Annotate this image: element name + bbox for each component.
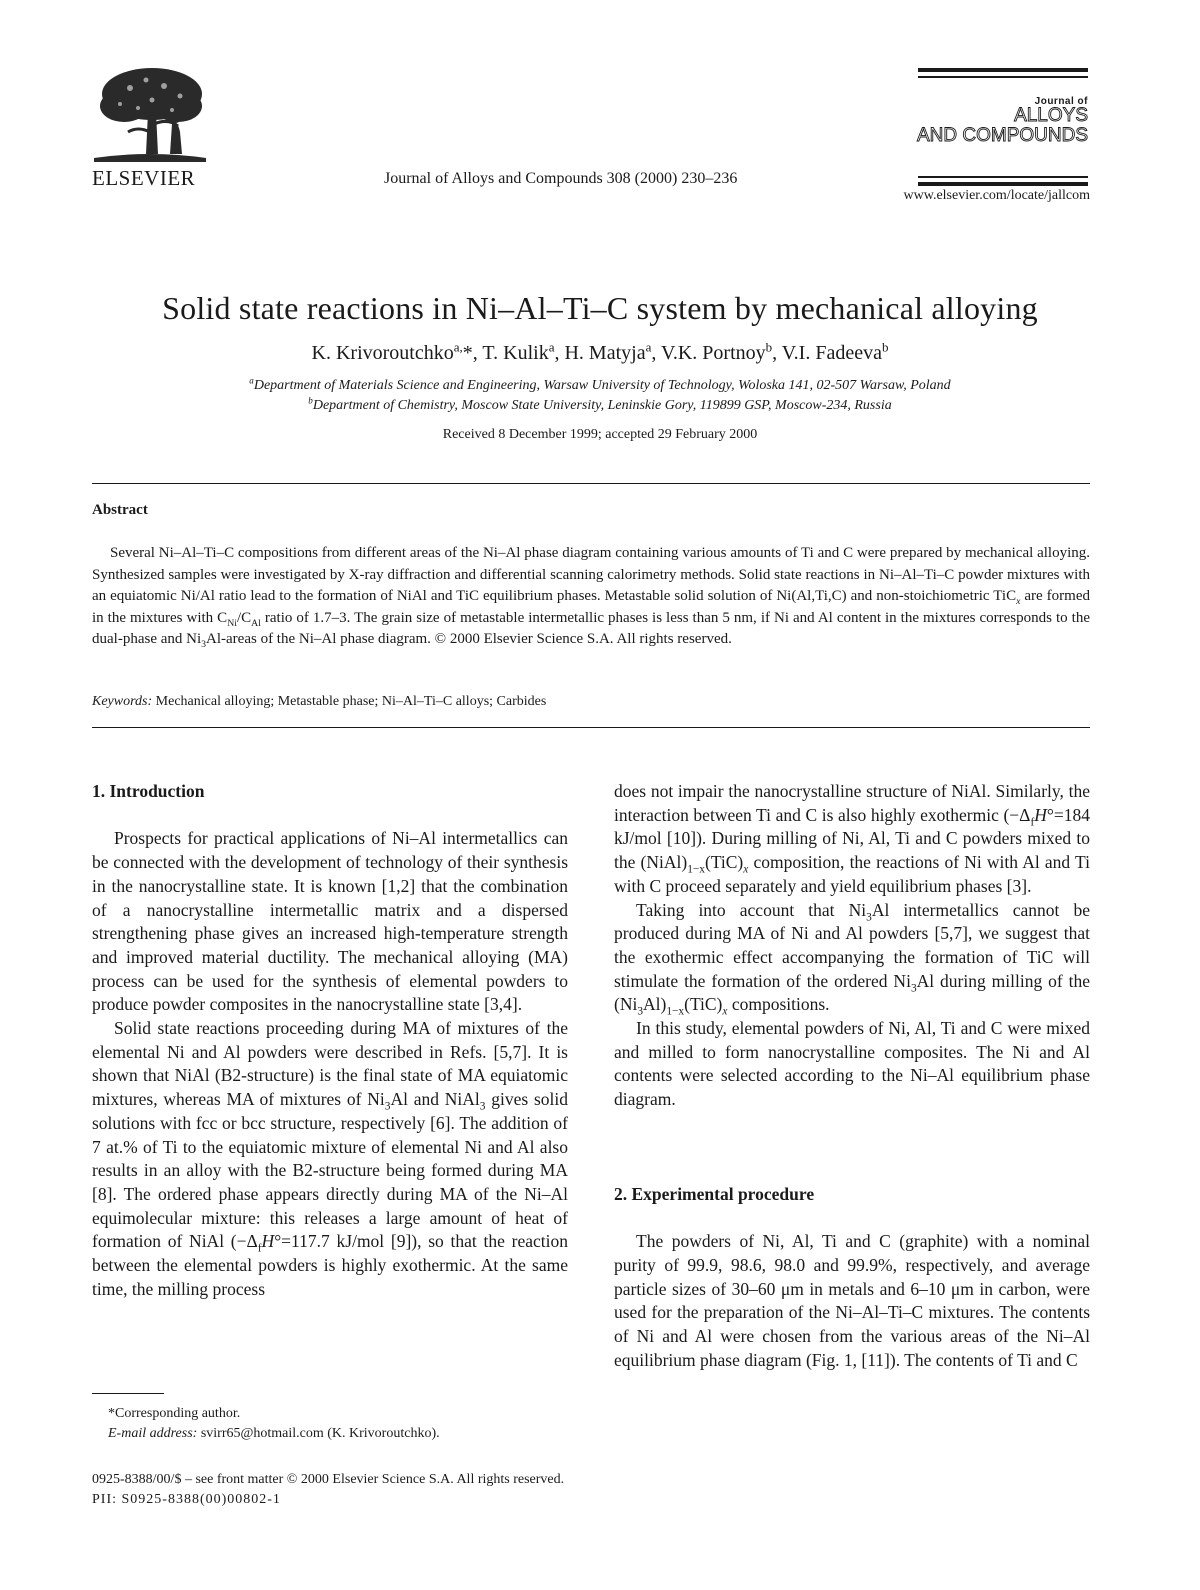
author-affiliation-mark: a [645, 339, 652, 355]
section-heading-experimental: 2. Experimental procedure [614, 1183, 815, 1204]
paragraph: Solid state reactions proceeding during MA of mixtures of the elemental Ni and Al powders were described in Refs. [5,7]. It is shown that NiAl (B2-structure) is the final state of MA equiatomic mixtures, whereas MA of mixtures of $Ni_3Al$ and NiAl$_3$ gives solid solutions with fcc or bcc structure, respectively [6]. The addition of 7 at.% of Ti to the equiatomic mixture of elemental Ni and Al also results in an alloy with the B2-structure being formed during MA [8]. The ordered phase appears directly during MA of the Ni–Al equimolecular mixture: this releases a large amount of heat of formation of NiAl ($-\Delta_fH^\circ=117.7$ kJ/mol [9]), so that the reaction between the elemental powders is highly exothermic. At the same time, the milling process [92, 1018, 568, 1299]
journal-logo-line1: Journal of [1034, 96, 1088, 107]
author-affiliation-mark: a [548, 339, 555, 355]
paragraph: The powders of Ni, Al, Ti and C (graphite) with a nominal purity of 99.9, 98.6, 98.0 and 99.9%, respectively, and average particle sizes of 30–60 μm in metals and 6–10 μm in carbon, were used for the preparation of the Ni–Al–Ti–C mixtures. The contents of Ni and Al were chosen from the various areas of the Ni–Al equilibrium phase diagram (Fig. 1, [11]). The contents of Ti and C [614, 1231, 1090, 1370]
journal-logo-line3: AND COMPOUNDS [916, 125, 1088, 146]
abstract-heading: Abstract [92, 502, 148, 518]
received-dates: Received 8 December 1999; accepted 29 February 2000 [442, 427, 758, 442]
author-name: V.K. Portnoy [661, 342, 766, 364]
author-name: T. Kulik [482, 342, 549, 364]
corresponding-mark: * [462, 342, 473, 364]
email-address[interactable]: svirr65@hotmail.com (K. Krivoroutchko). [197, 1426, 440, 1441]
author-name: H. Matyja [564, 342, 646, 364]
author-list: K. Krivoroutchko$^{a,}$*, T. Kulik$^a$, H. Matyja$^a$, V.K. Portnoy$^b$, V.I. Fadeeva$^b$ [311, 339, 889, 364]
section-heading-introduction: 1. Introduction [92, 781, 205, 801]
left-column [92, 780, 568, 1301]
publisher-name: ELSEVIER [92, 166, 196, 190]
paragraph: does not impair the nanocrystalline structure of NiAl. Similarly, the interaction between Ti and C is also highly exothermic ($-\Delta_fH^\circ=184$ kJ/mol [10]). During milling of Ni, Al, Ti and C powders mixed to the $(NiAl)_{1-x}(TiC)_x$ composition, the reactions of Ni with Al and Ti with C proceed separately and yield equilibrium phases [3]. [614, 781, 1090, 896]
right-column [614, 780, 1090, 1372]
affiliation [0, 395, 1200, 414]
affiliation-mark: b [308, 395, 313, 406]
footnote-rule [92, 1393, 164, 1394]
journal-logo-rule-bottom [918, 182, 1088, 186]
affiliation-text: Department of Materials Science and Engineering, Warsaw University of Technology, Woloska 141, 02-507 Warsaw, Poland [253, 378, 951, 393]
author-affiliation-mark: b [881, 339, 889, 355]
abstract-text: Several Ni–Al–Ti–C compositions from different areas of the Ni–Al phase diagram containing various amounts of Ti and C were prepared by mechanical alloying. Synthesized samples were investigated by X-ray diffraction and differential scanning calorimetry methods. Solid state reactions in Ni–Al–Ti–C powder mixtures with an equiatomic Ni/Al ratio lead to the formation of NiAl and TiC equilibrium phases. Metastable solid solution of Ni(Al,Ti,C) and non-stoichiometric TiC$_x$ are formed in the mixtures with $C_{Ni}/C_{Al}$ ratio of 1.7–3. The grain size of metastable intermetallic phases is less than 5 nm, if Ni and Al content in the mixtures corresponds to the dual-phase and $Ni_3Al$-areas of the Ni–Al phase diagram. © 2000 Elsevier Science S.A. All rights reserved. [92, 545, 1090, 651]
keywords-text: Mechanical alloying; Metastable phase; Ni–Al–Ti–C alloys; Carbides [152, 694, 547, 709]
divider [92, 483, 1090, 484]
author-name: V.I. Fadeeva [781, 342, 882, 364]
email-note: E-mail address: svirr65@hotmail.com (K. Krivoroutchko). [108, 1426, 440, 1441]
affiliation [0, 375, 1200, 394]
affiliation-mark: a [249, 375, 254, 386]
affiliation-text: Department of Chemistry, Moscow State University, Leninskie Gory, 119899 GSP, Moscow-234, Russia [312, 398, 892, 413]
author-name: K. Krivoroutchko [311, 342, 454, 364]
journal-citation: Journal of Alloys and Compounds 308 (2000) 230–236 [384, 170, 738, 187]
corresponding-author-note: *Corresponding author. [108, 1406, 241, 1421]
journal-logo-rule-bottom-thin [918, 176, 1088, 178]
keywords-label: Keywords: [92, 694, 153, 709]
journal-logo-rule-top [918, 68, 1088, 72]
keywords [92, 694, 546, 710]
divider [92, 727, 1090, 728]
author-affiliation-mark: b [765, 339, 773, 355]
paragraph: Prospects for practical applications of Ni–Al intermetallics can be connected with the development of technology of their synthesis in the nanocrystalline state. It is known [1,2] that the combination of a nanocrystalline intermetallic matrix and a dispersed strengthening phase gives an increased high-temperature strength and improved material ductility. The mechanical alloying (MA) process can be used for the synthesis of elemental powders to produce powder composites in the nanocrystalline state [3,4]. [92, 828, 568, 1015]
front-matter-line: 0925-8388/00/$ – see front matter © 2000 Elsevier Science S.A. All rights reserved. [92, 1472, 565, 1487]
journal-logo-line2: ALLOYS [1014, 105, 1088, 126]
article-title: Solid state reactions in Ni–Al–Ti–C system by mechanical alloying [162, 290, 1038, 326]
author-affiliation-mark: a, [453, 339, 463, 355]
paragraph: In this study, elemental powders of Ni, Al, Ti and C were mixed and milled to form nanocrystalline composites. The Ni and Al contents were selected according to the Ni–Al equilibrium phase diagram. [614, 1018, 1090, 1110]
paragraph: Taking into account that $Ni_3Al$ intermetallics cannot be produced during MA of Ni and Al powders [5,7], we suggest that the exothermic effect accompanying the formation of TiC will stimulate the formation of the ordered $Ni_3Al$ during milling of the $(Ni_3Al)_{1-x}(TiC)_x$ compositions. [614, 899, 1091, 1018]
journal-url[interactable]: www.elsevier.com/locate/jallcom [903, 188, 1090, 203]
pii-line: PII: S0925-8388(00)00802-1 [92, 1492, 281, 1507]
journal-logo-rule-top-thin [918, 76, 1088, 78]
